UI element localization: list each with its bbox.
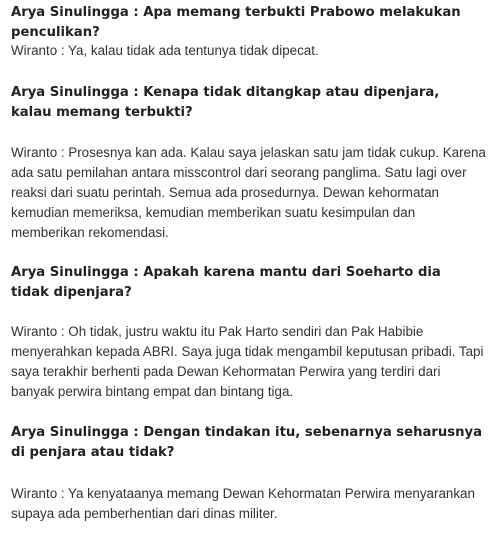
interview-answer: Wiranto : Oh tidak, justru waktu itu Pak Harto sendiri dan Pak Habibie menyerahkan kepada ABRI. Saya juga tidak mengambil keputusan pribadi. Tapi saya terakhir berhenti pada Dewan Kehormatan Perwira yang terdiri dari banyak perwira bintang empat dan bintang tiga.	[11, 324, 484, 399]
interview-question: Arya Sinulingga : Kenapa tidak ditangkap atau dipenjara, kalau memang terbukti?	[11, 85, 440, 120]
interview-question: Arya Sinulingga : Apakah karena mantu dari Soeharto dia tidak dipenjara?	[11, 265, 441, 300]
interview-question: Arya Sinulingga : Apa memang terbukti Prabowo melakukan penculikan?	[11, 5, 461, 40]
interview-question: Arya Sinulingga : Dengan tindakan itu, sebenarnya seharusnya di penjara atau tidak?	[11, 425, 483, 460]
interview-answer: Wiranto : Ya, kalau tidak ada tentunya tidak dipecat.	[11, 43, 319, 58]
interview-answer: Wiranto : Prosesnya kan ada. Kalau saya jelaskan satu jam tidak cukup. Karena ada satu pemilahan antara misscontrol dari seorang panglima. Satu lagi over reaksi dari suatu perintah. Semua ada prosedurnya. Dewan kehormatan kemudian memeriksa, kemudian memberikan suatu kesimpulan dan memberikan rekomendasi.	[11, 145, 486, 240]
interview-answer: Wiranto : Ya kenyataanya memang Dewan Kehormatan Perwira menyarankan supaya ada pemberhentian dari dinas militer.	[11, 486, 475, 521]
